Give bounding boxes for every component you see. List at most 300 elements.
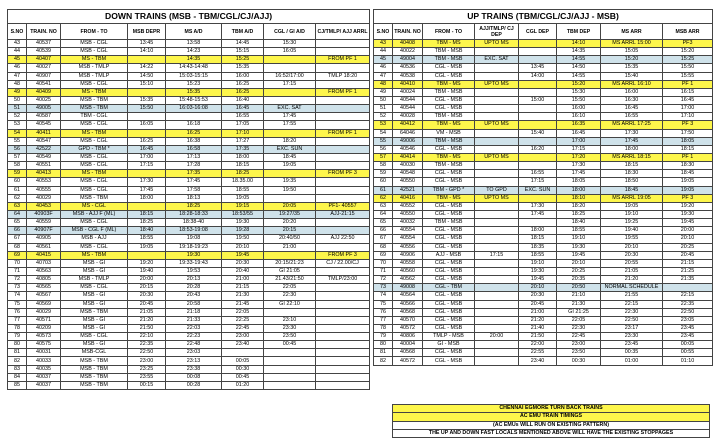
table-cell: MSB - CGL [61,137,128,145]
table-cell: 40028 [393,113,423,121]
table-cell: 54 [374,129,393,137]
table-cell: 23:50 [557,349,601,357]
table-row [8,105,370,113]
table-cell [264,373,316,381]
table-cell: 13:45 [128,40,166,48]
table-cell: PF3 [663,40,713,48]
table-cell: CGL - MSB [423,96,475,104]
table-cell: 19:30 [557,243,601,251]
table-cell: 40415 [27,251,61,259]
table-cell: 69 [8,251,27,259]
table-cell: 57 [374,153,393,161]
table-cell: TBM - MS [423,80,475,88]
table-cell: 22:55 [519,349,557,357]
table-cell: TBM - MS [423,40,475,48]
table-row [374,186,713,194]
table-cell: 18:45 [601,186,663,194]
table-cell [316,357,370,365]
table-cell [519,88,557,96]
table-cell: MS ARRL 17:25 [601,121,663,129]
table-row [374,341,713,349]
table-cell [475,292,519,300]
table-cell [316,153,370,161]
table-cell: 40547 [27,137,61,145]
table-cell: 15:10 [128,80,166,88]
table-row [8,341,370,349]
table-cell [519,40,557,48]
table-cell: 40554 [393,227,423,235]
table-row [374,333,713,341]
table-row [374,276,713,284]
table-cell: 21:20 [601,276,663,284]
table-cell: 19:50 [264,186,316,194]
table-cell: 40407 [27,56,61,64]
table-cell: MSB - CGL [61,80,128,88]
table-cell: 40551 [27,162,61,170]
table-cell: MSB - TBM [61,365,128,373]
table-cell: 23:30 [264,324,316,332]
table-cell: 40564 [393,292,423,300]
table-cell: TBM - MSB [423,48,475,56]
table-cell: 22:35 [128,341,166,349]
table-row [374,292,713,300]
table-cell: 61 [374,186,393,194]
table-row [374,80,713,88]
table-cell: FROM PF 3 [316,170,370,178]
table-cell: 19:35 [264,178,316,186]
table-cell [316,316,370,324]
table-cell: 19:28 [222,227,264,235]
table-cell: 19:27/35 [264,210,316,218]
table-cell: 20:25 [557,267,601,275]
table-row [8,349,370,357]
table-cell: 20:10 [663,235,713,243]
table-cell: 16:35 [557,121,601,129]
table-cell: 21:55 [601,292,663,300]
table-row [374,64,713,72]
table-cell: 40209 [27,324,61,332]
table-cell: TBM - MSB [423,113,475,121]
table-row [374,137,713,145]
table-cell: 16:55 [519,170,557,178]
table-cell: 18:35 [519,243,557,251]
table-row [374,105,713,113]
table-cell: 14:35 [166,56,222,64]
table-cell [663,284,713,292]
table-cell: 17:30 [128,178,166,186]
table-cell: MSB - AJJ F (ML) [61,210,128,218]
table-cell: 19:45 [557,251,601,259]
table-cell: 23:45 [663,324,713,332]
up-header-cell: S.NO [374,24,393,40]
table-cell: 19:30 [663,210,713,218]
table-cell: 75 [374,300,393,308]
table-cell: 20:28 [166,284,222,292]
table-cell [128,129,166,137]
table-cell: 00:35 [601,349,663,357]
table-cell: 18:30 [601,170,663,178]
table-cell: 20:00 [128,276,166,284]
table-cell: EXC. SAT [264,105,316,113]
table-cell: 40035 [27,365,61,373]
table-cell: 01:10 [663,357,713,365]
table-cell: 21:05 [128,308,166,316]
table-cell: 01:00 [601,357,663,365]
table-cell: MS - TBM [61,56,128,64]
table-cell: 18:40 [128,227,166,235]
table-row [374,72,713,80]
table-cell: 50 [8,96,27,104]
table-row [8,153,370,161]
table-cell: 16:00 [557,105,601,113]
table-cell: 19:53 [166,267,222,275]
table-cell [475,235,519,243]
table-cell: 40587 [27,113,61,121]
table-cell: 15:50 [128,105,166,113]
table-row [374,227,713,235]
table-cell: 40554 [393,235,423,243]
table-cell: 16:45 [557,129,601,137]
table-cell: 40408 [393,40,423,48]
table-cell [316,64,370,72]
table-cell: GI - MSB [423,341,475,349]
table-cell: 17:00 [557,137,601,145]
table-cell: TBM - MS [423,153,475,161]
table-cell: 23:05 [663,316,713,324]
table-cell: 23:38 [166,365,222,373]
table-cell: 40033 [27,357,61,365]
table-cell: 18:50 [601,178,663,186]
table-cell: 20:43 [166,292,222,300]
table-cell [316,105,370,113]
table-cell: 82 [8,357,27,365]
table-cell [316,162,370,170]
table-cell: 14:00 [519,72,557,80]
table-cell [475,137,519,145]
table-cell [316,333,370,341]
table-cell: TBM - MS [423,194,475,202]
table-cell: 69 [374,251,393,259]
table-cell [519,153,557,161]
table-cell: 40544 [393,105,423,113]
table-cell: 22:05 [222,308,264,316]
table-cell [316,341,370,349]
table-cell [316,219,370,227]
table-row [8,357,370,365]
table-cell: 40037 [27,373,61,381]
table-cell: 14:50 [128,72,166,80]
table-row [8,121,370,129]
table-cell [316,178,370,186]
table-cell: CGL - MSB [423,267,475,275]
table-cell: 23:00 [128,357,166,365]
table-cell: FROM PF 3 [316,251,370,259]
table-cell: 21:18 [166,308,222,316]
legend-stoppages: THE UP AND DOWN FAST LOCALS MENTIONED ABOVE WILL HAVE THE EXISTING STOPPAGES [393,429,710,437]
table-cell: 21:50 [519,333,557,341]
table-cell: 77 [374,316,393,324]
table-cell: MSB - CGL [61,48,128,56]
table-cell: 74 [374,292,393,300]
table-row [374,316,713,324]
table-cell: 18:15 [128,210,166,218]
table-cell: 40453 [27,202,61,210]
table-cell: 20:58 [166,300,222,308]
table-cell: 81 [374,349,393,357]
table-cell: MS - TBM [61,251,128,259]
table-cell: 55 [374,137,393,145]
table-cell [264,365,316,373]
table-cell: 23:13 [166,357,222,365]
table-cell [128,113,166,121]
table-cell: 16:10 [557,113,601,121]
table-cell: 81 [8,349,27,357]
table-cell: 21:05 [601,267,663,275]
legend-turn-back: CHENNAI EGMORE TURN BACK TRAINS [393,405,710,413]
table-cell: 40024 [393,88,423,96]
table-cell: MSB - TMLP [61,276,128,284]
table-cell: 45 [374,56,393,64]
table-row [374,88,713,96]
table-cell: 00:30 [557,357,601,365]
table-row [8,48,370,56]
table-cell: 40566 [393,300,423,308]
table-cell: CGL - MSB [423,300,475,308]
table-row [374,48,713,56]
table-cell: CGL - MSB [423,349,475,357]
table-cell: 23:00 [557,341,601,349]
table-cell [128,170,166,178]
table-cell [519,194,557,202]
table-cell: 17:45 [128,186,166,194]
table-row [8,88,370,96]
table-row [374,202,713,210]
table-cell: MSB - CGL [61,178,128,186]
table-cell: 40030 [393,162,423,170]
table-cell: 22:05 [264,284,316,292]
table-cell: MSB - CGL [61,121,128,129]
table-cell: 17:30 [601,129,663,137]
table-cell: 84 [8,373,27,381]
table-row [8,276,370,284]
table-cell [264,64,316,72]
table-cell: 49006 [393,137,423,145]
table-cell: MSB - TBM [61,96,128,104]
table-cell: UPTO MS [475,153,519,161]
table-cell: 42522 [27,145,61,153]
table-cell: 83 [8,365,27,373]
table-cell: 40556 [393,243,423,251]
table-cell: TMLP 18:20 [316,72,370,80]
table-cell: 71 [8,267,27,275]
table-row [8,267,370,275]
table-cell: 22:10 [128,333,166,341]
table-cell: 40037 [27,381,61,389]
table-cell: 20:40/50 [264,235,316,243]
table-cell: GI 21:25 [557,308,601,316]
table-cell: 59 [374,170,393,178]
table-cell: 73 [8,284,27,292]
table-cell: 18:45 [264,153,316,161]
down-header-cell: TRAIN. NO [27,24,61,40]
up-header-cell: TRAIN. NO [393,24,423,40]
table-cell: 21:33 [166,316,222,324]
table-cell: 22:30 [601,308,663,316]
table-cell: MSB - TBM [61,105,128,113]
table-cell: CGL - MSB [423,235,475,243]
table-cell: 16:45 [222,105,264,113]
table-cell: 19:05 [264,162,316,170]
table-cell [316,373,370,381]
table-cell: 52 [374,113,393,121]
table-cell [264,129,316,137]
table-cell: 15:25 [222,56,264,64]
table-cell [316,308,370,316]
table-cell: 16:25 [222,80,264,88]
table-cell: 40412 [393,121,423,129]
table-cell: 51 [374,105,393,113]
table-cell: 20:10 [222,243,264,251]
table-cell: 40906 [393,251,423,259]
table-cell [264,194,316,202]
table-cell [222,349,264,357]
legend-ac-emu: AC EMU TRAIN TIMINGS [393,413,710,421]
table-cell: 22:30 [264,292,316,300]
table-cell: 20:30 [601,251,663,259]
table-row [8,300,370,308]
table-cell: MSB - GI [61,324,128,332]
table-cell: 23:55 [128,373,166,381]
table-cell: 20:30 [519,292,557,300]
table-cell: 18:00 [601,145,663,153]
table-cell: PF 3 [663,121,713,129]
down-header-cell: CGL / GI A/D [264,24,316,40]
table-cell [475,267,519,275]
down-header-cell: TBM A/D [222,24,264,40]
table-cell: 65 [8,219,27,227]
table-cell: 23:30 [601,333,663,341]
table-cell [519,162,557,170]
table-cell: 40031 [27,349,61,357]
table-cell: 16:18 [166,121,222,129]
table-cell [475,341,519,349]
table-cell: 17:28 [166,162,222,170]
table-cell: 40568 [393,308,423,316]
table-cell: CJ / 22.00/CJ [316,259,370,267]
table-cell: 18:25 [128,219,166,227]
table-cell: 22:00 [519,341,557,349]
table-cell [475,316,519,324]
table-cell: 15:00 [519,96,557,104]
table-cell: 00:45 [222,373,264,381]
table-cell: 16:25 [128,137,166,145]
table-cell: 40565 [27,284,61,292]
table-cell: TMLP - MSB [423,333,475,341]
table-cell: 74 [8,292,27,300]
table-cell: 40903F [27,210,61,218]
table-cell: 55 [8,137,27,145]
up-header-cell: TBM DEP [557,24,601,40]
table-cell: 15:35 [128,96,166,104]
table-cell: 40561 [27,243,61,251]
table-cell: 40703 [27,259,61,267]
up-header-cell: FROM - TO [423,24,475,40]
table-cell [475,170,519,178]
table-cell: 00:45 [264,341,316,349]
table-cell: MSB - GI [61,259,128,267]
table-cell: 40032 [393,219,423,227]
table-cell: 40025 [27,96,61,104]
table-cell: 40575 [27,341,61,349]
table-cell: 19:25 [601,219,663,227]
table-row [8,178,370,186]
table-cell: 67 [8,235,27,243]
table-cell: 21:15 [222,284,264,292]
table-cell: 15:25 [663,56,713,64]
table-cell: MSB - TBM [61,373,128,381]
table-cell [519,219,557,227]
table-row [8,162,370,170]
table-cell [166,113,222,121]
table-row [374,145,713,153]
table-cell: 56 [8,145,27,153]
table-cell: 22:48 [166,341,222,349]
table-row [8,316,370,324]
table-cell [475,243,519,251]
table-cell: 16:45 [663,96,713,104]
table-cell: 15:20 [557,80,601,88]
table-cell [316,186,370,194]
table-cell: TBM - MSB [423,162,475,170]
table-cell: MSB - CGL [61,243,128,251]
table-cell: UPTO MS [475,194,519,202]
table-cell [264,96,316,104]
table-row [8,333,370,341]
table-cell: 18:15 [519,235,557,243]
table-row [8,227,370,235]
table-row [8,292,370,300]
table-cell: 49008 [393,284,423,292]
table-cell: 23:00 [222,333,264,341]
table-row [374,153,713,161]
table-cell [475,210,519,218]
table-cell: 17:45 [557,170,601,178]
table-cell: 15:20 [663,48,713,56]
table-cell: 40413 [27,170,61,178]
up-header-row [374,24,713,40]
table-cell: NORMAL SCHEDULE [601,284,663,292]
table-cell [316,121,370,129]
table-cell: 18:00 [222,153,264,161]
table-cell: 20:15 [264,227,316,235]
table-cell: 20:45 [519,300,557,308]
table-row [374,243,713,251]
table-cell: UPTO MS [475,40,519,48]
table-cell: 19:10 [519,259,557,267]
table-cell: 19:45 [222,251,264,259]
table-cell: 18:25 [166,202,222,210]
table-cell [519,80,557,88]
table-cell: 23:40 [519,357,557,365]
table-row [8,96,370,104]
table-cell: VM - MSB [423,129,475,137]
table-cell: 16:00 [222,72,264,80]
table-row [374,170,713,178]
table-cell: 18:45 [663,170,713,178]
table-row [374,113,713,121]
table-cell: 13:45 [519,64,557,72]
table-cell: MS ARRL 15:00 [601,40,663,48]
